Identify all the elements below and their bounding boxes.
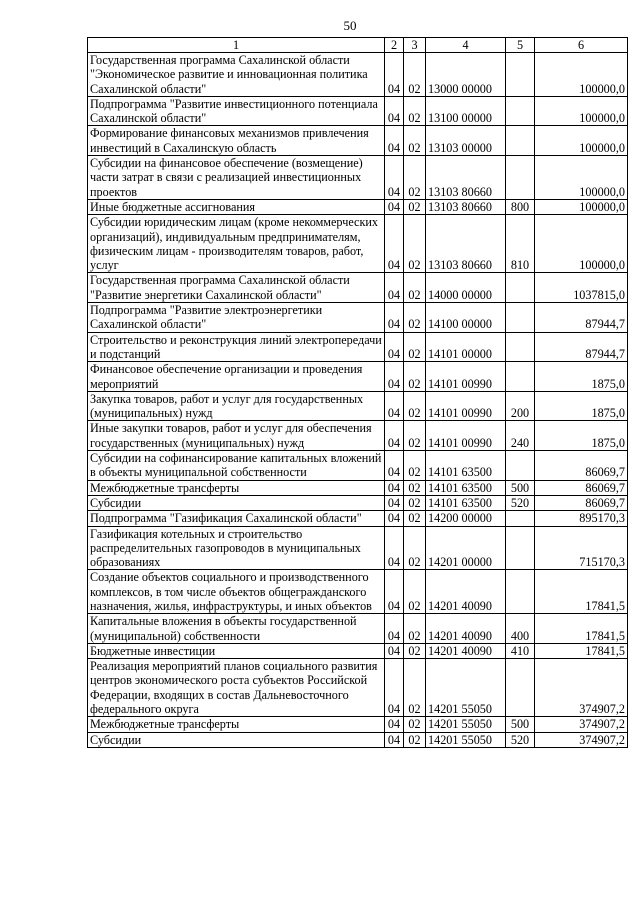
row-target-code: 13103 80660 xyxy=(426,199,506,214)
table-row xyxy=(88,303,628,333)
row-subsection: 02 xyxy=(404,643,426,658)
row-sum: 100000,0 xyxy=(535,199,628,214)
row-expense-type xyxy=(506,332,535,362)
table-row xyxy=(88,199,628,214)
row-sum: 1875,0 xyxy=(535,421,628,451)
row-section: 04 xyxy=(385,303,404,333)
table-row xyxy=(88,273,628,303)
table-row xyxy=(88,659,628,717)
row-expense-type xyxy=(506,126,535,156)
row-subsection: 02 xyxy=(404,199,426,214)
row-name: Формирование финансовых механизмов привлечения инвестиций в Сахалинскую область xyxy=(88,126,385,156)
row-sum: 895170,3 xyxy=(535,511,628,526)
header-col-5: 5 xyxy=(506,38,535,53)
row-expense-type xyxy=(506,362,535,392)
row-target-code: 14201 55050 xyxy=(426,717,506,732)
row-target-code: 13103 80660 xyxy=(426,215,506,273)
table-row xyxy=(88,643,628,658)
row-section: 04 xyxy=(385,96,404,126)
row-expense-type: 500 xyxy=(506,717,535,732)
row-section: 04 xyxy=(385,199,404,214)
table-row xyxy=(88,156,628,200)
row-expense-type: 240 xyxy=(506,421,535,451)
row-sum: 17841,5 xyxy=(535,643,628,658)
row-section: 04 xyxy=(385,659,404,717)
row-name: Субсидии на финансовое обеспечение (возмещение) части затрат в связи с реализацией инвестиционных проектов xyxy=(88,156,385,200)
row-subsection: 02 xyxy=(404,126,426,156)
table-row xyxy=(88,126,628,156)
row-expense-type: 410 xyxy=(506,643,535,658)
row-target-code: 14101 63500 xyxy=(426,495,506,510)
row-name: Финансовое обеспечение организации и проведения мероприятий xyxy=(88,362,385,392)
row-sum: 1875,0 xyxy=(535,391,628,421)
row-target-code: 14201 55050 xyxy=(426,732,506,747)
table-row xyxy=(88,511,628,526)
row-section: 04 xyxy=(385,156,404,200)
row-section: 04 xyxy=(385,273,404,303)
row-sum: 17841,5 xyxy=(535,570,628,614)
row-sum: 87944,7 xyxy=(535,303,628,333)
row-section: 04 xyxy=(385,495,404,510)
row-target-code: 14000 00000 xyxy=(426,273,506,303)
row-target-code: 14100 00000 xyxy=(426,303,506,333)
row-expense-type: 800 xyxy=(506,199,535,214)
row-subsection: 02 xyxy=(404,303,426,333)
row-subsection: 02 xyxy=(404,156,426,200)
row-sum: 100000,0 xyxy=(535,215,628,273)
row-target-code: 14200 00000 xyxy=(426,511,506,526)
row-sum: 100000,0 xyxy=(535,53,628,97)
row-target-code: 13103 80660 xyxy=(426,156,506,200)
row-expense-type: 500 xyxy=(506,480,535,495)
table-row xyxy=(88,480,628,495)
row-subsection: 02 xyxy=(404,659,426,717)
row-sum: 100000,0 xyxy=(535,126,628,156)
row-expense-type xyxy=(506,526,535,570)
budget-table xyxy=(87,37,628,748)
row-sum: 374907,2 xyxy=(535,717,628,732)
row-subsection: 02 xyxy=(404,391,426,421)
table-row xyxy=(88,732,628,747)
row-target-code: 14201 40090 xyxy=(426,643,506,658)
row-expense-type xyxy=(506,570,535,614)
row-target-code: 14101 63500 xyxy=(426,451,506,481)
row-name: Государственная программа Сахалинской области "Развитие энергетики Сахалинской области" xyxy=(88,273,385,303)
row-name: Реализация мероприятий планов социального развития центров экономического роста субъектов Российской Федерации, входящих в состав Дальневосточного федерального округа xyxy=(88,659,385,717)
table-row xyxy=(88,526,628,570)
row-section: 04 xyxy=(385,526,404,570)
row-name: Газификация котельных и строительство распределительных газопроводов в муниципальных образованиях xyxy=(88,526,385,570)
row-sum: 86069,7 xyxy=(535,480,628,495)
row-section: 04 xyxy=(385,570,404,614)
row-sum: 1037815,0 xyxy=(535,273,628,303)
table-row xyxy=(88,451,628,481)
row-sum: 374907,2 xyxy=(535,659,628,717)
table-header-row xyxy=(88,38,628,53)
row-expense-type: 810 xyxy=(506,215,535,273)
row-expense-type xyxy=(506,303,535,333)
row-sum: 1875,0 xyxy=(535,362,628,392)
header-col-4: 4 xyxy=(426,38,506,53)
row-name: Иные бюджетные ассигнования xyxy=(88,199,385,214)
header-col-1: 1 xyxy=(88,38,385,53)
row-name: Межбюджетные трансферты xyxy=(88,480,385,495)
row-sum: 17841,5 xyxy=(535,614,628,644)
row-sum: 374907,2 xyxy=(535,732,628,747)
row-name: Закупка товаров, работ и услуг для государственных (муниципальных) нужд xyxy=(88,391,385,421)
row-name: Государственная программа Сахалинской области "Экономическое развитие и инновационная политика Сахалинской области" xyxy=(88,53,385,97)
table-row xyxy=(88,332,628,362)
row-section: 04 xyxy=(385,643,404,658)
row-expense-type: 520 xyxy=(506,495,535,510)
row-expense-type xyxy=(506,156,535,200)
row-section: 04 xyxy=(385,732,404,747)
row-subsection: 02 xyxy=(404,480,426,495)
row-subsection: 02 xyxy=(404,362,426,392)
row-name: Подпрограмма "Развитие инвестиционного потенциала Сахалинской области" xyxy=(88,96,385,126)
row-subsection: 02 xyxy=(404,53,426,97)
table-row xyxy=(88,717,628,732)
table-row xyxy=(88,421,628,451)
row-subsection: 02 xyxy=(404,614,426,644)
row-name: Субсидии юридическим лицам (кроме некоммерческих организаций), индивидуальным предпринимателям, физическим лицам - производителям товаров, работ, услуг xyxy=(88,215,385,273)
table-row xyxy=(88,391,628,421)
row-target-code: 14201 55050 xyxy=(426,659,506,717)
row-name: Субсидии xyxy=(88,495,385,510)
row-name: Бюджетные инвестиции xyxy=(88,643,385,658)
row-expense-type: 200 xyxy=(506,391,535,421)
row-section: 04 xyxy=(385,126,404,156)
row-name: Подпрограмма "Развитие электроэнергетики Сахалинской области" xyxy=(88,303,385,333)
table-row xyxy=(88,570,628,614)
row-expense-type xyxy=(506,659,535,717)
row-name: Подпрограмма "Газификация Сахалинской области" xyxy=(88,511,385,526)
row-subsection: 02 xyxy=(404,511,426,526)
row-section: 04 xyxy=(385,391,404,421)
row-expense-type xyxy=(506,451,535,481)
row-section: 04 xyxy=(385,53,404,97)
row-target-code: 14101 00000 xyxy=(426,332,506,362)
row-sum: 100000,0 xyxy=(535,96,628,126)
header-col-6: 6 xyxy=(535,38,628,53)
header-col-2: 2 xyxy=(385,38,404,53)
row-name: Субсидии на софинансирование капитальных вложений в объекты муниципальной собственности xyxy=(88,451,385,481)
header-col-3: 3 xyxy=(404,38,426,53)
row-sum: 715170,3 xyxy=(535,526,628,570)
row-subsection: 02 xyxy=(404,495,426,510)
table-row xyxy=(88,495,628,510)
row-target-code: 13000 00000 xyxy=(426,53,506,97)
row-target-code: 14201 40090 xyxy=(426,614,506,644)
table-row xyxy=(88,614,628,644)
row-target-code: 14201 40090 xyxy=(426,570,506,614)
row-target-code: 13100 00000 xyxy=(426,96,506,126)
page-number: 50 xyxy=(343,18,357,33)
row-target-code: 14101 00990 xyxy=(426,391,506,421)
row-section: 04 xyxy=(385,215,404,273)
row-name: Капитальные вложения в объекты государственной (муниципальной) собственности xyxy=(88,614,385,644)
row-sum: 100000,0 xyxy=(535,156,628,200)
table-row xyxy=(88,53,628,97)
row-sum: 87944,7 xyxy=(535,332,628,362)
row-expense-type xyxy=(506,273,535,303)
row-subsection: 02 xyxy=(404,215,426,273)
row-subsection: 02 xyxy=(404,526,426,570)
row-target-code: 14101 00990 xyxy=(426,421,506,451)
row-target-code: 13103 00000 xyxy=(426,126,506,156)
row-expense-type: 520 xyxy=(506,732,535,747)
row-section: 04 xyxy=(385,511,404,526)
row-sum: 86069,7 xyxy=(535,451,628,481)
row-name: Межбюджетные трансферты xyxy=(88,717,385,732)
row-name: Субсидии xyxy=(88,732,385,747)
row-expense-type: 400 xyxy=(506,614,535,644)
row-subsection: 02 xyxy=(404,273,426,303)
table-row xyxy=(88,215,628,273)
row-subsection: 02 xyxy=(404,421,426,451)
row-target-code: 14201 00000 xyxy=(426,526,506,570)
row-expense-type xyxy=(506,53,535,97)
row-name: Строительство и реконструкция линий электропередачи и подстанций xyxy=(88,332,385,362)
row-subsection: 02 xyxy=(404,96,426,126)
row-target-code: 14101 63500 xyxy=(426,480,506,495)
row-section: 04 xyxy=(385,480,404,495)
row-subsection: 02 xyxy=(404,732,426,747)
table-row xyxy=(88,362,628,392)
row-name: Иные закупки товаров, работ и услуг для обеспечения государственных (муниципальных) нужд xyxy=(88,421,385,451)
row-expense-type xyxy=(506,511,535,526)
row-section: 04 xyxy=(385,332,404,362)
row-target-code: 14101 00990 xyxy=(426,362,506,392)
row-section: 04 xyxy=(385,421,404,451)
row-subsection: 02 xyxy=(404,717,426,732)
table-row xyxy=(88,96,628,126)
row-section: 04 xyxy=(385,717,404,732)
row-subsection: 02 xyxy=(404,451,426,481)
row-name: Создание объектов социального и производственного комплексов, в том числе объектов общегражданского назначения, жилья, инфраструктуры, и иных объектов xyxy=(88,570,385,614)
row-section: 04 xyxy=(385,451,404,481)
row-subsection: 02 xyxy=(404,332,426,362)
row-expense-type xyxy=(506,96,535,126)
row-sum: 86069,7 xyxy=(535,495,628,510)
row-subsection: 02 xyxy=(404,570,426,614)
row-section: 04 xyxy=(385,614,404,644)
row-section: 04 xyxy=(385,362,404,392)
